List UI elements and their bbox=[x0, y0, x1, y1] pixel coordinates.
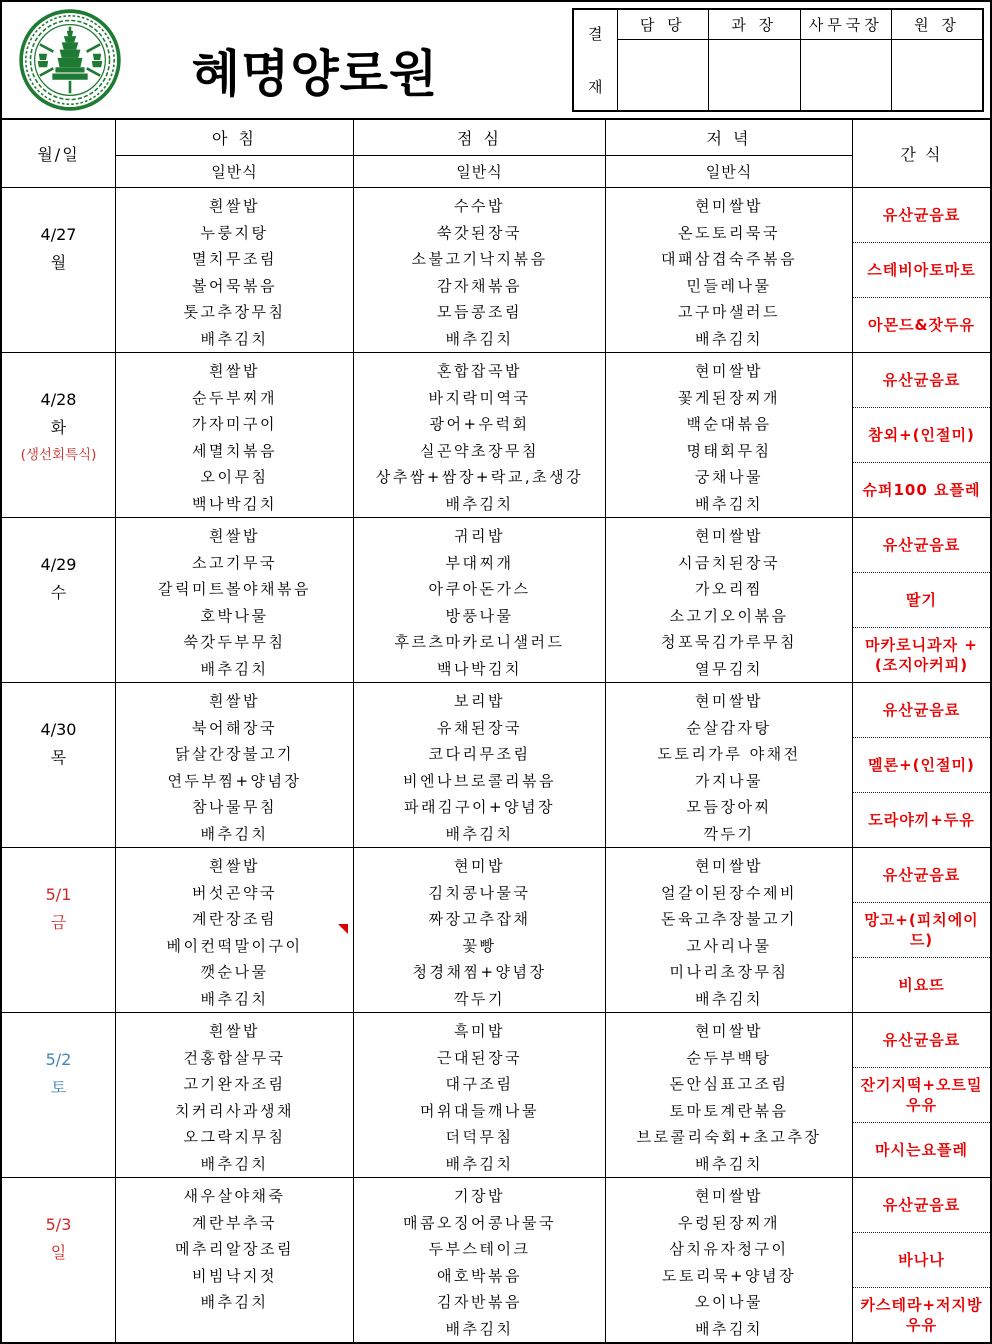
approval-table bbox=[572, 8, 984, 112]
menu-item: 명태회무침 bbox=[686, 441, 772, 460]
menu-item: 모듬장아찌 bbox=[686, 798, 772, 816]
header-date: 월/일 bbox=[2, 120, 116, 187]
menu-item: 현미쌀밥 bbox=[695, 1022, 763, 1040]
header-dinner-label: 저 녁 bbox=[606, 120, 852, 156]
lunch-cell bbox=[354, 848, 606, 1012]
lunch-cell bbox=[354, 1013, 606, 1177]
menu-item: 온도토리묵국 bbox=[678, 223, 780, 242]
menu-item: 배추김치 bbox=[695, 494, 763, 513]
menu-rows bbox=[2, 188, 990, 1342]
menu-item: 배추김치 bbox=[445, 1319, 514, 1338]
menu-item: 짜장고추잡채 bbox=[428, 910, 531, 928]
menu-item: 고구마샐러드 bbox=[678, 303, 780, 321]
menu-item: 코다리무조림 bbox=[428, 745, 531, 763]
menu-item: 배추김치 bbox=[445, 824, 514, 843]
dinner-cell bbox=[606, 1013, 853, 1177]
menu-item: 백나박김치 bbox=[192, 494, 277, 513]
header-snack: 간 식 bbox=[900, 145, 943, 164]
menu-item: 아쿠아돈가스 bbox=[428, 580, 531, 598]
day-label: 화 bbox=[50, 418, 67, 437]
menu-item: 꽃빵 bbox=[462, 936, 497, 955]
snack-cell bbox=[853, 188, 990, 352]
snack-cell bbox=[853, 683, 990, 847]
date-label: 4/28 bbox=[40, 390, 77, 409]
approval-col-secretary-general: 사무국장 bbox=[800, 9, 892, 40]
snack-item: 유산균음료 bbox=[853, 1013, 990, 1068]
menu-item: 소불고기낙지볶음 bbox=[411, 250, 548, 268]
menu-item: 현미쌀밥 bbox=[695, 527, 763, 545]
menu-item: 바지락미역국 bbox=[428, 388, 531, 407]
menu-item: 현미쌀밥 bbox=[695, 1187, 763, 1205]
date-cell bbox=[2, 353, 116, 517]
menu-item: 흰쌀밥 bbox=[209, 857, 260, 875]
menu-item: 대패삼겹숙주볶음 bbox=[661, 250, 797, 268]
menu-item: 토마토계란볶음 bbox=[669, 1101, 789, 1120]
menu-item: 부대찌개 bbox=[445, 553, 514, 572]
menu-item: 우렁된장찌개 bbox=[678, 1213, 780, 1232]
menu-row bbox=[2, 1178, 990, 1342]
lunch-cell bbox=[354, 188, 606, 352]
menu-item: 호박나물 bbox=[200, 606, 269, 625]
menu-item: 계란부추국 bbox=[192, 1213, 277, 1232]
menu-table bbox=[2, 118, 990, 1342]
menu-item: 순살감자탕 bbox=[686, 718, 772, 737]
header-dinner-mealtype: 일반식 bbox=[705, 163, 753, 181]
menu-item: 더덕무침 bbox=[445, 1128, 514, 1146]
menu-item: 닭살간장불고기 bbox=[175, 745, 294, 763]
date-cell bbox=[2, 1013, 116, 1177]
menu-item: 흑미밥 bbox=[454, 1022, 505, 1040]
menu-item: 얼갈이된장수제비 bbox=[661, 883, 797, 902]
menu-item: 배추김치 bbox=[445, 329, 514, 348]
date-cell bbox=[2, 683, 116, 847]
menu-item: 버섯곤약국 bbox=[192, 883, 277, 902]
approval-stamp-bottom: 재 bbox=[588, 78, 603, 96]
day-label: 목 bbox=[50, 748, 67, 767]
menu-item: 도토리묵+양념장 bbox=[662, 1266, 796, 1285]
date-label: 4/27 bbox=[40, 225, 77, 244]
date-cell bbox=[2, 188, 116, 352]
lunch-cell bbox=[354, 1178, 606, 1342]
menu-item: 흰쌀밥 bbox=[209, 362, 260, 380]
menu-item: 오이나물 bbox=[695, 1293, 763, 1311]
date-label: 4/29 bbox=[40, 555, 77, 574]
menu-item: 청경채찜+양념장 bbox=[412, 963, 547, 981]
dinner-cell bbox=[606, 188, 853, 352]
menu-item: 현미쌀밥 bbox=[695, 857, 763, 875]
menu-item: 배추김치 bbox=[200, 659, 269, 678]
menu-item: 배추김치 bbox=[200, 824, 269, 843]
approval-sign-cell bbox=[892, 40, 984, 111]
menu-row bbox=[2, 1013, 990, 1178]
date-cell bbox=[2, 848, 116, 1012]
menu-item: 혼합잡곡밥 bbox=[437, 362, 522, 380]
snack-cell bbox=[853, 1178, 990, 1342]
menu-item: 배추김치 bbox=[695, 1319, 763, 1338]
menu-item: 근대된장국 bbox=[437, 1048, 522, 1067]
snack-item: 마시는요플레 bbox=[875, 1141, 968, 1159]
menu-item: 후르츠마카로니샐러드 bbox=[394, 633, 565, 651]
snack-item: 딸기 bbox=[853, 573, 990, 628]
menu-item: 배추김치 bbox=[695, 989, 763, 1008]
header-breakfast-label: 아 침 bbox=[116, 120, 353, 156]
snack-item: 바나나 bbox=[853, 1233, 990, 1288]
day-label: 토 bbox=[50, 1078, 67, 1097]
menu-item: 궁채나물 bbox=[695, 468, 763, 486]
menu-item: 열무김치 bbox=[695, 659, 763, 678]
menu-item: 현미쌀밥 bbox=[695, 692, 763, 710]
snack-item: 참외+(인절미) bbox=[853, 408, 990, 463]
menu-item: 순두부찌개 bbox=[192, 388, 277, 407]
snack-item: 망고+(피치에이드) bbox=[853, 903, 990, 958]
menu-item: 갈릭미트볼야채볶음 bbox=[158, 580, 311, 598]
menu-item: 도토리가루 야채전 bbox=[657, 745, 801, 763]
date-label: 5/3 bbox=[45, 1215, 72, 1234]
menu-item: 파래김구이+양념장 bbox=[404, 798, 555, 816]
menu-item: 백나박김치 bbox=[437, 659, 522, 678]
menu-item: 현미밥 bbox=[454, 857, 505, 875]
menu-item: 배추김치 bbox=[200, 329, 269, 348]
menu-item: 쑥갓두부무침 bbox=[183, 633, 286, 651]
snack-item: 도라야끼+두유 bbox=[868, 811, 975, 829]
menu-row bbox=[2, 848, 990, 1013]
menu-row bbox=[2, 683, 990, 848]
snack-item: 잔기지떡+오트밀우유 bbox=[853, 1068, 990, 1123]
menu-item: 참나물무침 bbox=[192, 798, 277, 816]
menu-row bbox=[2, 188, 990, 353]
date-label: 4/30 bbox=[40, 720, 77, 739]
menu-item: 두부스테이크 bbox=[428, 1240, 531, 1258]
header-lunch bbox=[354, 120, 606, 187]
menu-item: 오그락지무침 bbox=[183, 1128, 286, 1146]
menu-item: 소고기오이볶음 bbox=[669, 606, 789, 625]
snack-item: 유산균음료 bbox=[853, 353, 990, 408]
approval-col-staff: 담 당 bbox=[617, 9, 709, 40]
approval-stamp-label bbox=[573, 9, 617, 111]
menu-item: 고사리나물 bbox=[686, 936, 772, 955]
menu-item: 상추쌈+쌈장+락교,초생강 bbox=[375, 468, 584, 486]
menu-item: 깻순나물 bbox=[200, 963, 269, 981]
menu-item: 세멸치볶음 bbox=[192, 441, 277, 460]
snack-cell bbox=[853, 848, 990, 1012]
menu-item: 방풍나물 bbox=[445, 606, 514, 625]
menu-item: 치커리사과생채 bbox=[175, 1101, 294, 1120]
menu-item: 건홍합살무국 bbox=[183, 1048, 286, 1067]
menu-item: 가자미구이 bbox=[192, 415, 277, 433]
menu-item: 대구조림 bbox=[445, 1075, 514, 1093]
snack-item: 슈퍼100 요플레 bbox=[862, 481, 981, 499]
breakfast-cell bbox=[116, 848, 354, 1012]
approval-sign-cell bbox=[709, 40, 801, 111]
menu-item: 멸치무조림 bbox=[192, 250, 277, 268]
menu-row bbox=[2, 518, 990, 683]
menu-item: 실곤약초장무침 bbox=[420, 441, 539, 460]
menu-item: 새우살야채죽 bbox=[183, 1187, 286, 1205]
menu-item: 유채된장국 bbox=[437, 718, 522, 737]
header-breakfast bbox=[116, 120, 354, 187]
menu-item: 미나리초장무침 bbox=[669, 963, 789, 981]
dinner-cell bbox=[606, 1178, 853, 1342]
date-cell bbox=[2, 1178, 116, 1342]
menu-item: 기장밥 bbox=[454, 1187, 505, 1205]
menu-item: 김자반볶음 bbox=[437, 1293, 522, 1311]
snack-item: 유산균음료 bbox=[853, 188, 990, 243]
snack-item: 마카로니과자 +(조지아커피) bbox=[865, 636, 978, 674]
menu-item: 배추김치 bbox=[695, 329, 763, 348]
snack-item: 유산균음료 bbox=[853, 848, 990, 903]
menu-item: 매콤오징어콩나물국 bbox=[403, 1213, 556, 1232]
snack-item: 아몬드&잣두유 bbox=[867, 316, 976, 334]
approval-sign-cell bbox=[800, 40, 892, 111]
menu-item: 시금치된장국 bbox=[678, 553, 780, 572]
snack-item: 스테비아토마토 bbox=[853, 243, 990, 298]
menu-item: 깍두기 bbox=[703, 824, 755, 843]
menu-item: 가지나물 bbox=[695, 771, 763, 790]
approval-stamp-top: 결 bbox=[588, 25, 603, 43]
menu-item: 배추김치 bbox=[445, 494, 514, 513]
menu-item: 머위대들깨나물 bbox=[420, 1101, 539, 1120]
snack-item: 유산균음료 bbox=[853, 518, 990, 573]
menu-item: 흰쌀밥 bbox=[209, 1022, 260, 1040]
menu-item: 북어해장국 bbox=[192, 718, 277, 737]
menu-item: 배추김치 bbox=[200, 1154, 269, 1173]
menu-item: 배추김치 bbox=[200, 1293, 269, 1311]
approval-col-manager: 과 장 bbox=[709, 9, 801, 40]
menu-item: 귀리밥 bbox=[454, 527, 505, 545]
menu-item: 민들레나물 bbox=[686, 276, 772, 295]
menu-table-header bbox=[2, 120, 990, 188]
menu-item: 애호박볶음 bbox=[437, 1266, 522, 1285]
menu-item: 깍두기 bbox=[454, 989, 505, 1008]
menu-item: 모듬콩조림 bbox=[437, 303, 522, 321]
date-label: 5/2 bbox=[45, 1050, 72, 1069]
menu-item: 베이컨떡말이구이 bbox=[166, 936, 303, 955]
comment-marker-icon bbox=[338, 924, 348, 934]
menu-item: 현미쌀밥 bbox=[695, 197, 763, 215]
snack-cell bbox=[853, 353, 990, 517]
menu-item: 감자채볶음 bbox=[437, 276, 522, 295]
menu-item: 광어+우럭회 bbox=[429, 415, 530, 433]
menu-item: 꽃게된장찌개 bbox=[678, 388, 780, 407]
breakfast-cell bbox=[116, 518, 354, 682]
menu-item: 누룽지탕 bbox=[200, 223, 269, 242]
menu-item: 가오리찜 bbox=[695, 580, 763, 598]
lunch-cell bbox=[354, 683, 606, 847]
menu-item: 돈안심표고조림 bbox=[669, 1075, 789, 1093]
menu-item: 배추김치 bbox=[200, 989, 269, 1008]
breakfast-cell bbox=[116, 1178, 354, 1342]
page-title: 혜명양로원 bbox=[191, 45, 439, 103]
header-dinner bbox=[606, 120, 853, 187]
menu-item: 흰쌀밥 bbox=[209, 527, 260, 545]
banner bbox=[2, 2, 990, 118]
lunch-cell bbox=[354, 353, 606, 517]
menu-item: 수수밥 bbox=[454, 197, 505, 215]
menu-item: 보리밥 bbox=[454, 692, 505, 710]
dinner-cell bbox=[606, 518, 853, 682]
day-label: 일 bbox=[50, 1243, 67, 1262]
snack-cell bbox=[853, 1013, 990, 1177]
menu-item: 순두부백탕 bbox=[686, 1048, 772, 1067]
menu-item: 비엔나브로콜리볶음 bbox=[403, 771, 556, 790]
dinner-cell bbox=[606, 353, 853, 517]
breakfast-cell bbox=[116, 1013, 354, 1177]
menu-item: 삼치유자청구이 bbox=[669, 1240, 789, 1258]
menu-item: 연두부찜+양념장 bbox=[167, 771, 302, 790]
dinner-cell bbox=[606, 683, 853, 847]
header-breakfast-mealtype: 일반식 bbox=[211, 163, 258, 181]
snack-cell bbox=[853, 518, 990, 682]
menu-item: 김치콩나물국 bbox=[428, 883, 531, 902]
menu-item: 청포묵김가루무침 bbox=[661, 633, 797, 651]
day-label: 월 bbox=[50, 253, 67, 272]
menu-item: 소고기무국 bbox=[192, 553, 277, 572]
approval-col-director: 원 장 bbox=[892, 9, 984, 40]
menu-item: 배추김치 bbox=[695, 1154, 763, 1173]
breakfast-cell bbox=[116, 353, 354, 517]
snack-item: 유산균음료 bbox=[853, 1178, 990, 1233]
menu-item: 톳고추장무침 bbox=[183, 303, 286, 321]
date-label: 5/1 bbox=[45, 885, 72, 904]
menu-item: 현미쌀밥 bbox=[695, 362, 763, 380]
menu-item: 흰쌀밥 bbox=[209, 197, 260, 215]
special-meal-note: (생선회특식) bbox=[20, 447, 97, 463]
menu-item: 백순대볶음 bbox=[686, 415, 772, 433]
menu-item: 쑥갓된장국 bbox=[437, 223, 522, 242]
menu-item: 오이무침 bbox=[200, 468, 269, 486]
menu-item: 비빔낙지젓 bbox=[192, 1266, 277, 1285]
breakfast-cell bbox=[116, 683, 354, 847]
snack-item: 비요뜨 bbox=[898, 976, 945, 994]
menu-row bbox=[2, 353, 990, 518]
menu-item: 돈육고추장불고기 bbox=[661, 910, 797, 928]
menu-item: 고기완자조림 bbox=[183, 1075, 286, 1093]
dinner-cell bbox=[606, 848, 853, 1012]
header-lunch-mealtype: 일반식 bbox=[456, 163, 503, 181]
menu-item: 볼어묵볶음 bbox=[192, 276, 277, 295]
breakfast-cell bbox=[116, 188, 354, 352]
menu-item: 배추김치 bbox=[445, 1154, 514, 1173]
menu-item: 계란장조림 bbox=[192, 910, 277, 928]
date-cell bbox=[2, 518, 116, 682]
approval-sign-cell bbox=[617, 40, 709, 111]
day-label: 수 bbox=[50, 583, 67, 602]
menu-item: 흰쌀밥 bbox=[209, 692, 260, 710]
menu-item: 브로콜리숙회+초고추장 bbox=[636, 1128, 822, 1146]
day-label: 금 bbox=[50, 913, 67, 932]
snack-item: 유산균음료 bbox=[853, 683, 990, 738]
snack-item: 멜론+(인절미) bbox=[853, 738, 990, 793]
snack-item: 카스테라+저지방우유 bbox=[860, 1296, 983, 1334]
header-lunch-label: 점 심 bbox=[354, 120, 605, 156]
menu-item: 메추리알장조림 bbox=[175, 1240, 294, 1258]
facility-seal-logo bbox=[18, 8, 122, 112]
lunch-cell bbox=[354, 518, 606, 682]
